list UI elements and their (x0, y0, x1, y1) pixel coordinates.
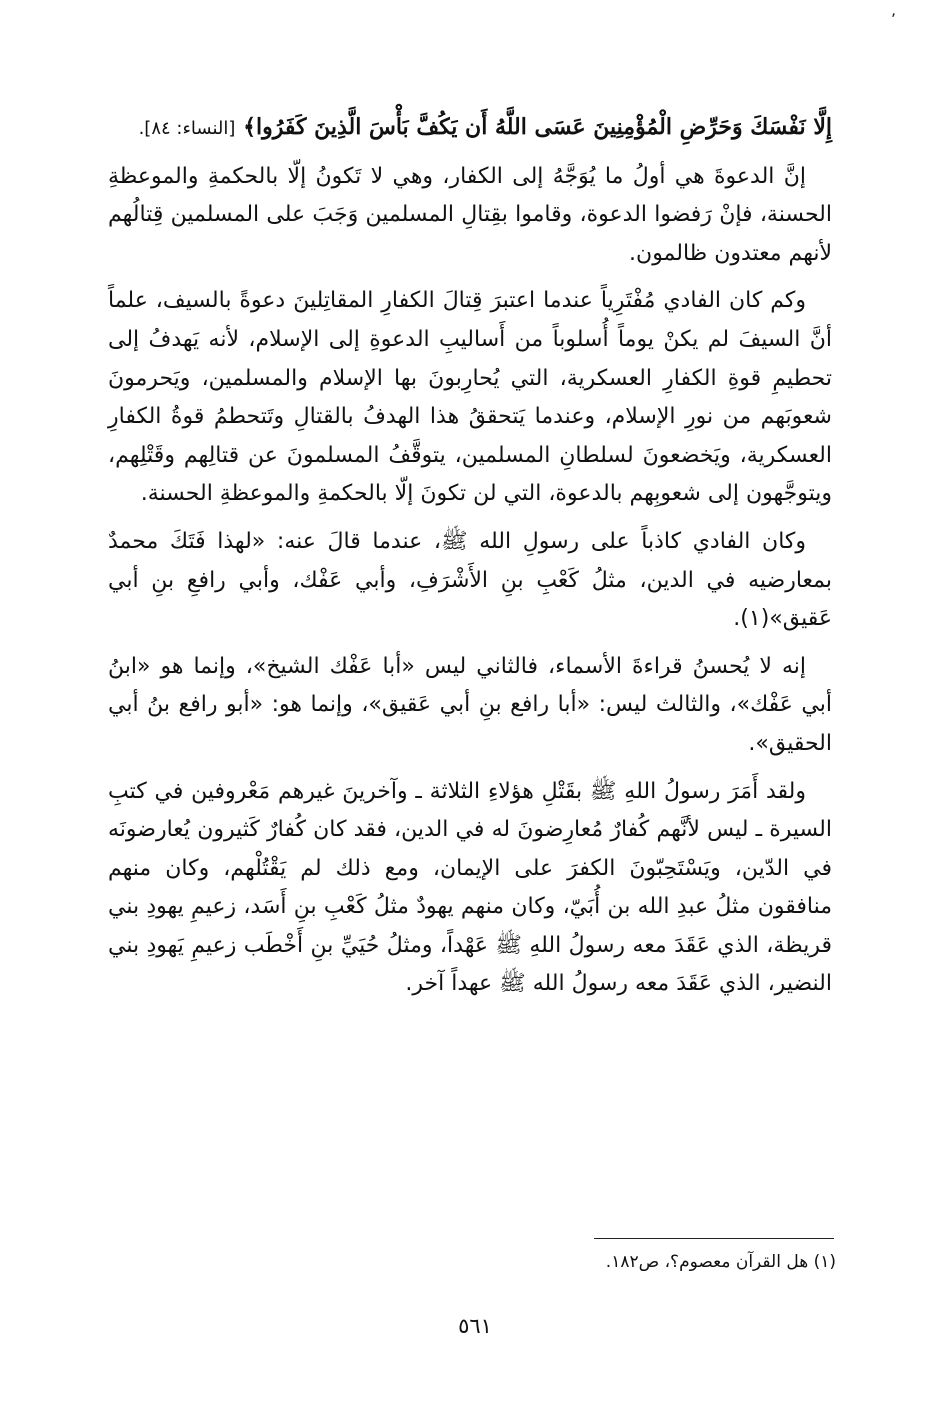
paragraph-sword: وكم كان الفادي مُفْتَرِياً عندما اعتبرَ قِتالَ الكفارِ المقاتِلينَ دعوةً بالسيف، علماً أنَّ السيفَ لم يكنْ يوماً أُسلوباً من أَساليبِ الدعوةِ إلى الإسلام، لأنه يَهدفُ إلى تحطيمِ قوةِ الكفارِ العسكرية، التي يُحارِبونَ بها الإسلام والمسلمين، ويَحرمونَ شعوبَهم من نورِ الإسلام، وعندما يَتحققُ هذا الهدفُ بالقتالِ وتَتحطمُ قوةُ الكفارِ العسكرية، ويَخضعونَ لسلطانِ المسلمين، يتوقَّفُ المسلمونَ عن قتالِهم وقَتْلِهم، ويتوجَّهون إلى شعوبِهم بالدعوة، التي لن تكونَ إلّا بالحكمةِ والموعظةِ الحسنة. (108, 288, 832, 507)
quran-reference: [النساء: ٨٤]. (138, 118, 236, 139)
footnote-divider (594, 1238, 834, 1239)
main-text (108, 108, 832, 1013)
paragraph-order: ولقد أَمَرَ رسولُ اللهِ ﷺ بقَتْلِ هؤلاءِ الثلاثة ـ وآخرينَ غيرهم مَعْروفين في كتبِ السيرة ـ ليس لأنَّهم كُفارٌ مُعارِضونَ له في الدين، فقد كان كُفارٌ كَثيرون يُعارضونَه في الدّين، ويَسْتَحِبّونَ الكفرَ على الإيمان، ومع ذلك لم يَقْتُلْهم، وكان منهم منافقون مثلُ عبدِ الله بن أُبَيّ، وكان منهم يهودٌ مثلُ كَعْبِ بنِ أَسَد، زعيمِ يهودِ بني قريظة، الذي عَقَدَ معه رسولُ اللهِ ﷺ عَهْداً، ومثلُ حُيَيِّ بنِ أَخْطَب زعيمِ يَهودِ بني النضير، الذي عَقَدَ معه رسولُ الله ﷺ عهداً آخر. (108, 778, 832, 997)
corner-mark: ٬ (890, 10, 896, 29)
paragraph-liar-claim: وكان الفادي كاذباً على رسولِ الله ﷺ، عندما قالَ عنه: «لهذا فَتَكَ محمدٌ بمعارضيه في الدين، مثلُ كَعْبِ بنِ الأَشْرَفِ، وأبي عَفْك، وأبي رافعِ بنِ أبي عَقيق»(١). (108, 528, 832, 632)
quran-verse: إِلَّا نَفْسَكَ وَحَرِّضِ الْمُؤْمِنِينَ عَسَى اللَّهُ أَن يَكُفَّ بَأْسَ الَّذِينَ كَفَرُوا﴾ (243, 114, 832, 140)
paragraph-dawah: إنَّ الدعوةَ هي أولُ ما يُوَجَّهُ إلى الكفار، وهي لا تَكونُ إلّا بالحكمةِ والموعظةِ الحسنة، فإنْ رَفضوا الدعوة، وقاموا بقِتالِ المسلمين وَجَبَ على المسلمين قِتالُهم لأنهم معتدون ظالمون. (108, 163, 832, 266)
page-number: ٥٦١ (458, 1314, 492, 1338)
quran-verse-line (108, 108, 832, 149)
paragraph-names: إنه لا يُحسنُ قراءةَ الأسماء، فالثاني ليس «أبا عَفْك الشيخ»، وإنما هو «ابنُ أبي عَفْك»، والثالث ليس: «أبا رافع بنِ أبي عَقيق»، وإنما هو: «أبو رافع بنُ أبي الحقيق». (108, 653, 832, 756)
footnote: (١) هل القرآن معصوم؟، ص١٨٢. (605, 1252, 836, 1272)
